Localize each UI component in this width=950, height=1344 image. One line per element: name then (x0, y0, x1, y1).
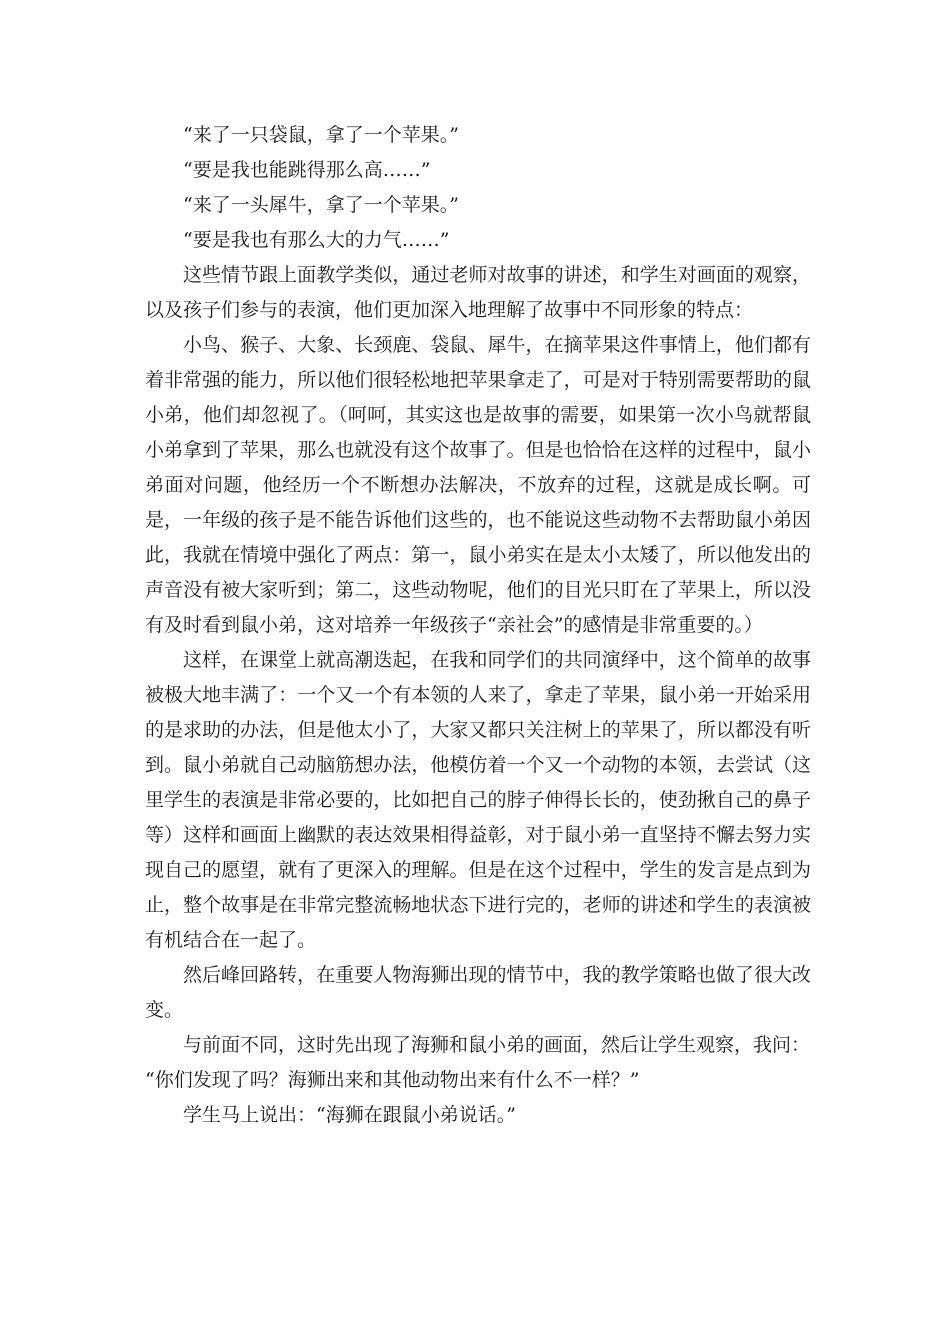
paragraph-classroom-climax: 这样，在课堂上就高潮迭起，在我和同学们的共同演绎中，这个简单的故事被极大地丰满了：一个又一个有本领的人来了，拿走了苹果，鼠小弟一开始采用的是求助的办法，但是他太小了，大家又都只关注树上的苹果了，所以都没有听到。鼠小弟就自己动脑筋想办法，他模仿着一个又一个动物的本领，去尝试（这里学生的表演是非常必要的，比如把自己的脖子伸得长长的，使劲揪自己的鼻子等）这样和画面上幽默的表达效果相得益彰，对于鼠小弟一直坚持不懈去努力实现自己的愿望，就有了更深入的理解。但是在这个过程中，学生的发言是点到为止，整个故事是在非常完整流畅地状态下进行完的，老师的讲述和学生的表演被有机结合在一起了。 (145, 649, 811, 951)
dialogue-line-rhino: “来了一头犀牛，拿了一个苹果。” (183, 194, 459, 216)
paragraph-animal-abilities: 小鸟、猴子、大象、长颈鹿、袋鼠、犀牛，在摘苹果这件事情上，他们都有着非常强的能力，所以他们很轻松地把苹果拿走了，可是对于特别需要帮助的鼠小弟，他们却忽视了。（呵呵，其实这也是故事的需要，如果第一次小鸟就帮鼠小弟拿到了苹果，那么也就没有这个故事了。但是也恰恰在这样的过程中，鼠小弟面对问题，他经历一个不断想办法解决，不放弃的过程，这就是成长啊。可是，一年级的孩子是不能告诉他们这些的，也不能说这些动物不去帮助鼠小弟因此，我就在情境中强化了两点：第一，鼠小弟实在是太小太矮了，所以他发出的声音没有被大家听到；第二，这些动物呢，他们的目光只盯在了苹果上，所以没有及时看到鼠小弟，这对培养一年级孩子“亲社会”的感情是非常重要的。） (145, 334, 811, 636)
paragraph-turning-point: 然后峰回路转，在重要人物海狮出现的情节中，我的教学策略也做了很大改变。 (145, 964, 811, 1021)
document-body (145, 118, 811, 1133)
paragraph-teacher-question: “你们发现了吗？海狮出来和其他动物出来有什么不一样？” (145, 1069, 640, 1091)
dialogue-line-kangaroo: “来了一只袋鼠，拿了一个苹果。” (183, 124, 459, 146)
dialogue-line-jump: “要是我也能跳得那么高……” (183, 159, 431, 181)
dialogue-line-strength: “要是我也有那么大的力气……” (183, 229, 450, 251)
paragraph-plot-summary: 这些情节跟上面教学类似，通过老师对故事的讲述，和学生对画面的观察，以及孩子们参与的表演，他们更加深入地理解了故事中不同形象的特点： (145, 264, 811, 321)
paragraph-sea-lion-intro: 与前面不同，这时先出现了海狮和鼠小弟的画面，然后让学生观察，我问： (183, 1034, 811, 1056)
paragraph-student-answer: 学生马上说出：“海狮在跟鼠小弟说话。” (183, 1104, 516, 1126)
